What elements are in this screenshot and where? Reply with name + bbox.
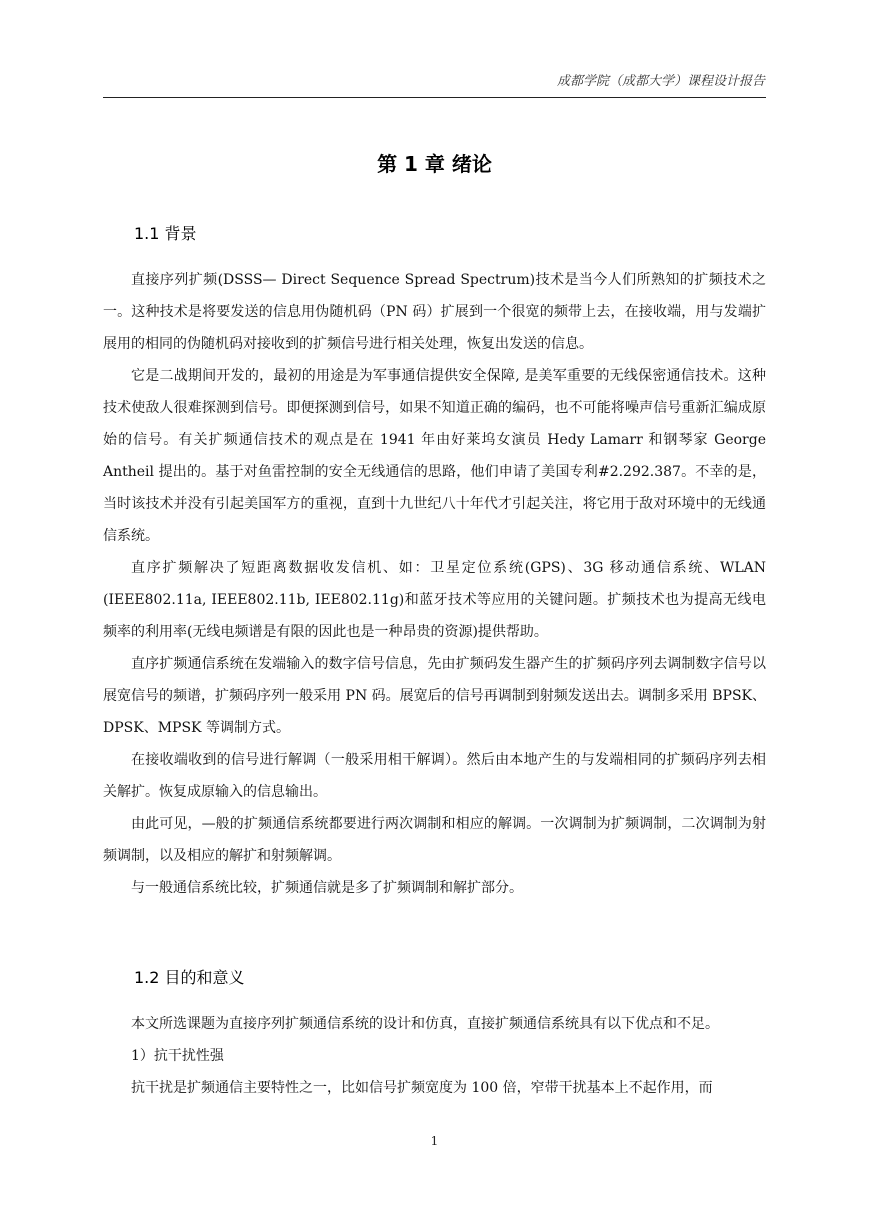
paragraph: 在接收端收到的信号进行解调（一般采用相干解调）。然后由本地产生的与发端相同的扩频码序列去相关解扩。恢复成原输入的信息输出。 — [103, 752, 766, 800]
section-1-2-body — [103, 1008, 766, 1104]
paragraph: 直接序列扩频(DSSS— Direct Sequence Spread Spectrum)技术是当今人们所熟知的扩频技术之一。这种技术是将要发送的信息用伪随机码（PN 码）扩展到一个很宽的频带上去，在接收端，用与发端扩展用的相同的伪随机码对接收到的扩频信号进行相关处理，恢复出发送的信息。 — [103, 272, 766, 352]
chapter-title: 第 1 章 绪论 — [377, 152, 492, 176]
running-header: 成都学院（成都大学）课程设计报告 — [556, 74, 765, 89]
header-rule — [103, 97, 766, 98]
section-1-1-body — [103, 264, 766, 904]
list-item-heading: 1）抗干扰性强 — [131, 1048, 224, 1064]
paragraph: 本文所选课题为直接序列扩频通信系统的设计和仿真，直接扩频通信系统具有以下优点和不足。 — [131, 1016, 719, 1032]
paragraph: 由此可见，—般的扩频通信系统都要进行两次调制和相应的解调。一次调制为扩频调制，二次调制为射频调制，以及相应的解扩和射频解调。 — [103, 816, 766, 864]
paragraph: 直序扩频通信系统在发端输入的数字信号信息，先由扩频码发生器产生的扩频码序列去调制数字信号以展宽信号的频谱，扩频码序列一般采用 PN 码。展宽后的信号再调制到射频发送出去。调制多采用 BPSK、DPSK、MPSK 等调制方式。 — [103, 656, 766, 736]
section-heading-1-2: 1.2 目的和意义 — [134, 968, 245, 987]
paragraph: 它是二战期间开发的，最初的用途是为军事通信提供安全保障, 是美军重要的无线保密通信技术。这种技术使敌人很难探测到信号。即便探测到信号，如果不知道正确的编码，也不可能将噪声信号重新汇编成原始的信号。有关扩频通信技术的观点是在 1941 年由好莱坞女演员 Hedy Lamarr 和钢琴家 George Antheil 提出的。基于对鱼雷控制的安全无线通信的思路，他们申请了美国专利#2.292.387。不幸的是，当时该技术并没有引起美国军方的重视，直到十九世纪八十年代才引起关注，将它用于敌对环境中的无线通信系统。 — [103, 368, 766, 544]
paragraph: 抗干扰是扩频通信主要特性之一，比如信号扩频宽度为 100 倍，窄带干扰基本上不起作用，而 — [131, 1080, 713, 1096]
section-heading-1-1: 1.1 背景 — [134, 224, 197, 243]
paragraph: 与一般通信系统比较，扩频通信就是多了扩频调制和解扩部分。 — [131, 880, 523, 896]
page-number: 1 — [430, 1134, 439, 1148]
paragraph: 直序扩频解决了短距离数据收发信机、如：卫星定位系统(GPS)、3G 移动通信系统、WLAN (IEEE802.11a, IEEE802.11b, IEE802.11g)和蓝牙技术等应用的关键问题。扩频技术也为提高无线电频率的利用率(无线电频谱是有限的因此也是一种昂贵的资源)提供帮助。 — [103, 560, 766, 640]
